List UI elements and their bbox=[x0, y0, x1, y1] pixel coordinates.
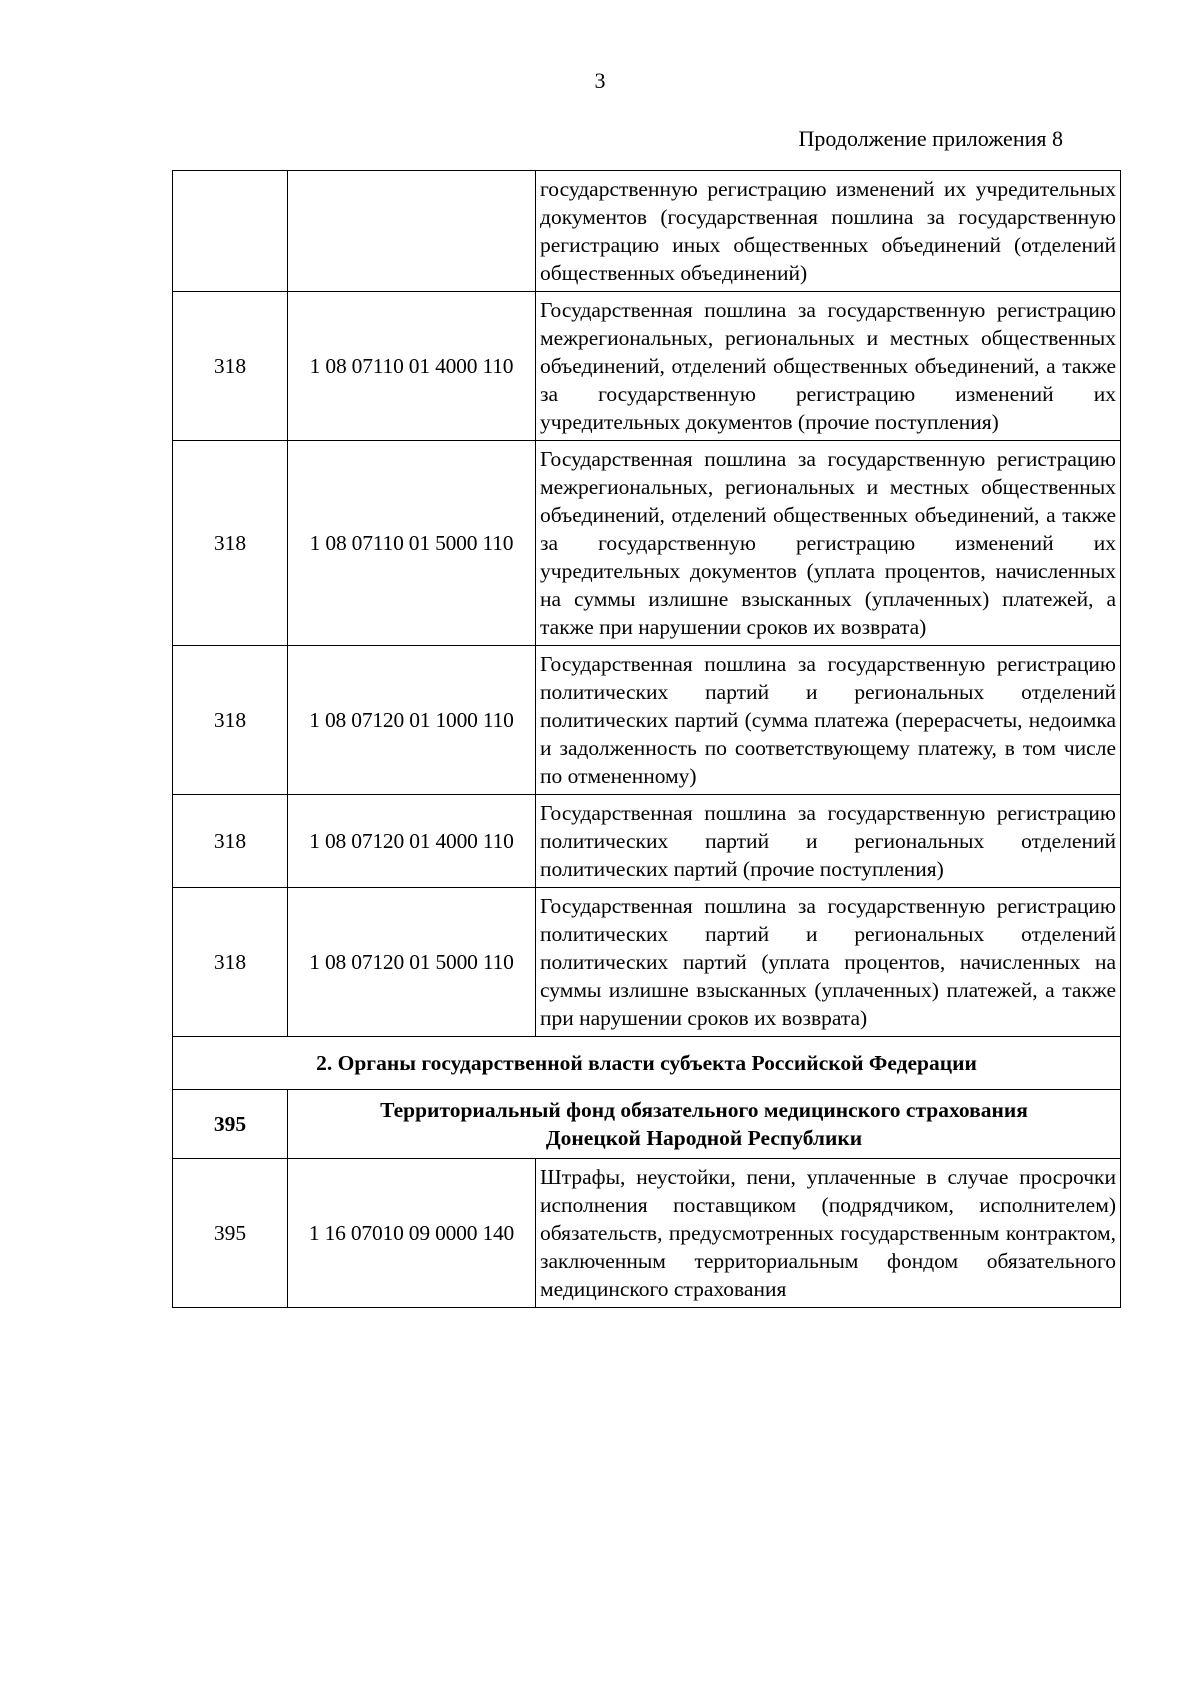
description-cell: Государственная пошлина за государственную регистрацию политических партий и региональных отделений политических партий (прочие поступления) bbox=[536, 795, 1121, 888]
kbk-code-cell bbox=[288, 171, 536, 292]
admin-code-cell: 318 bbox=[173, 646, 288, 795]
admin-code-cell bbox=[173, 171, 288, 292]
admin-code-cell: 318 bbox=[173, 795, 288, 888]
admin-code-cell: 318 bbox=[173, 292, 288, 441]
admin-code-cell: 318 bbox=[173, 441, 288, 646]
revenue-codes-table bbox=[172, 170, 1121, 1308]
table-row bbox=[173, 646, 1121, 795]
description-cell: Государственная пошлина за государственную регистрацию межрегиональных, региональных и местных общественных объединений, отделений общественных объединений, а также за государственную регистрацию изменений их учредительных документов (уплата процентов, начисленных на суммы излишне взысканных (уплаченных) платежей, а также при нарушении сроков их возврата) bbox=[536, 441, 1121, 646]
kbk-code-cell: 1 08 07120 01 1000 110 bbox=[288, 646, 536, 795]
section-header: 2. Органы государственной власти субъекта Российской Федерации bbox=[173, 1037, 1121, 1090]
kbk-code-cell: 1 16 07010 09 0000 140 bbox=[288, 1159, 536, 1308]
kbk-code-cell: 1 08 07120 01 4000 110 bbox=[288, 795, 536, 888]
org-code-cell: 395 bbox=[173, 1090, 288, 1159]
org-name-line-1: Территориальный фонд обязательного медицинского страхования bbox=[380, 1098, 1028, 1122]
kbk-code-cell: 1 08 07110 01 4000 110 bbox=[288, 292, 536, 441]
admin-code-cell: 318 bbox=[173, 888, 288, 1037]
description-cell: Штрафы, неустойки, пени, уплаченные в случае просрочки исполнения поставщиком (подрядчиком, исполнителем) обязательств, предусмотренных государственным контрактом, заключенным территориальным фондом обязательного медицинского страхования bbox=[536, 1159, 1121, 1308]
appendix-continuation-label: Продолжение приложения 8 bbox=[798, 126, 1063, 151]
description-cell: государственную регистрацию изменений их учредительных документов (государственная пошлина за государственную регистрацию иных общественных объединений (отделений общественных объединений) bbox=[536, 171, 1121, 292]
description-cell: Государственная пошлина за государственную регистрацию политических партий и региональных отделений политических партий (сумма платежа (перерасчеты, недоимка и задолженность по соответствующему платежу, в том числе по отмененному) bbox=[536, 646, 1121, 795]
table-row bbox=[173, 1159, 1121, 1308]
page-number: 3 bbox=[594, 68, 606, 93]
org-name-cell bbox=[288, 1090, 1121, 1159]
kbk-code-cell: 1 08 07120 01 5000 110 bbox=[288, 888, 536, 1037]
table-row bbox=[173, 171, 1121, 292]
description-cell: Государственная пошлина за государственную регистрацию политических партий и региональных отделений политических партий (уплата процентов, начисленных на суммы излишне взысканных (уплаченных) платежей, а также при нарушении сроков их возврата) bbox=[536, 888, 1121, 1037]
org-name-line-2: Донецкой Народной Республики bbox=[545, 1126, 863, 1150]
section-header-row bbox=[173, 1037, 1121, 1090]
table-row bbox=[173, 292, 1121, 441]
table-row bbox=[173, 888, 1121, 1037]
description-cell: Государственная пошлина за государственную регистрацию межрегиональных, региональных и местных общественных объединений, отделений общественных объединений, а также за государственную регистрацию изменений их учредительных документов (прочие поступления) bbox=[536, 292, 1121, 441]
table-row bbox=[173, 441, 1121, 646]
kbk-code-cell: 1 08 07110 01 5000 110 bbox=[288, 441, 536, 646]
org-header-row bbox=[173, 1090, 1121, 1159]
table-row bbox=[173, 795, 1121, 888]
admin-code-cell: 395 bbox=[173, 1159, 288, 1308]
